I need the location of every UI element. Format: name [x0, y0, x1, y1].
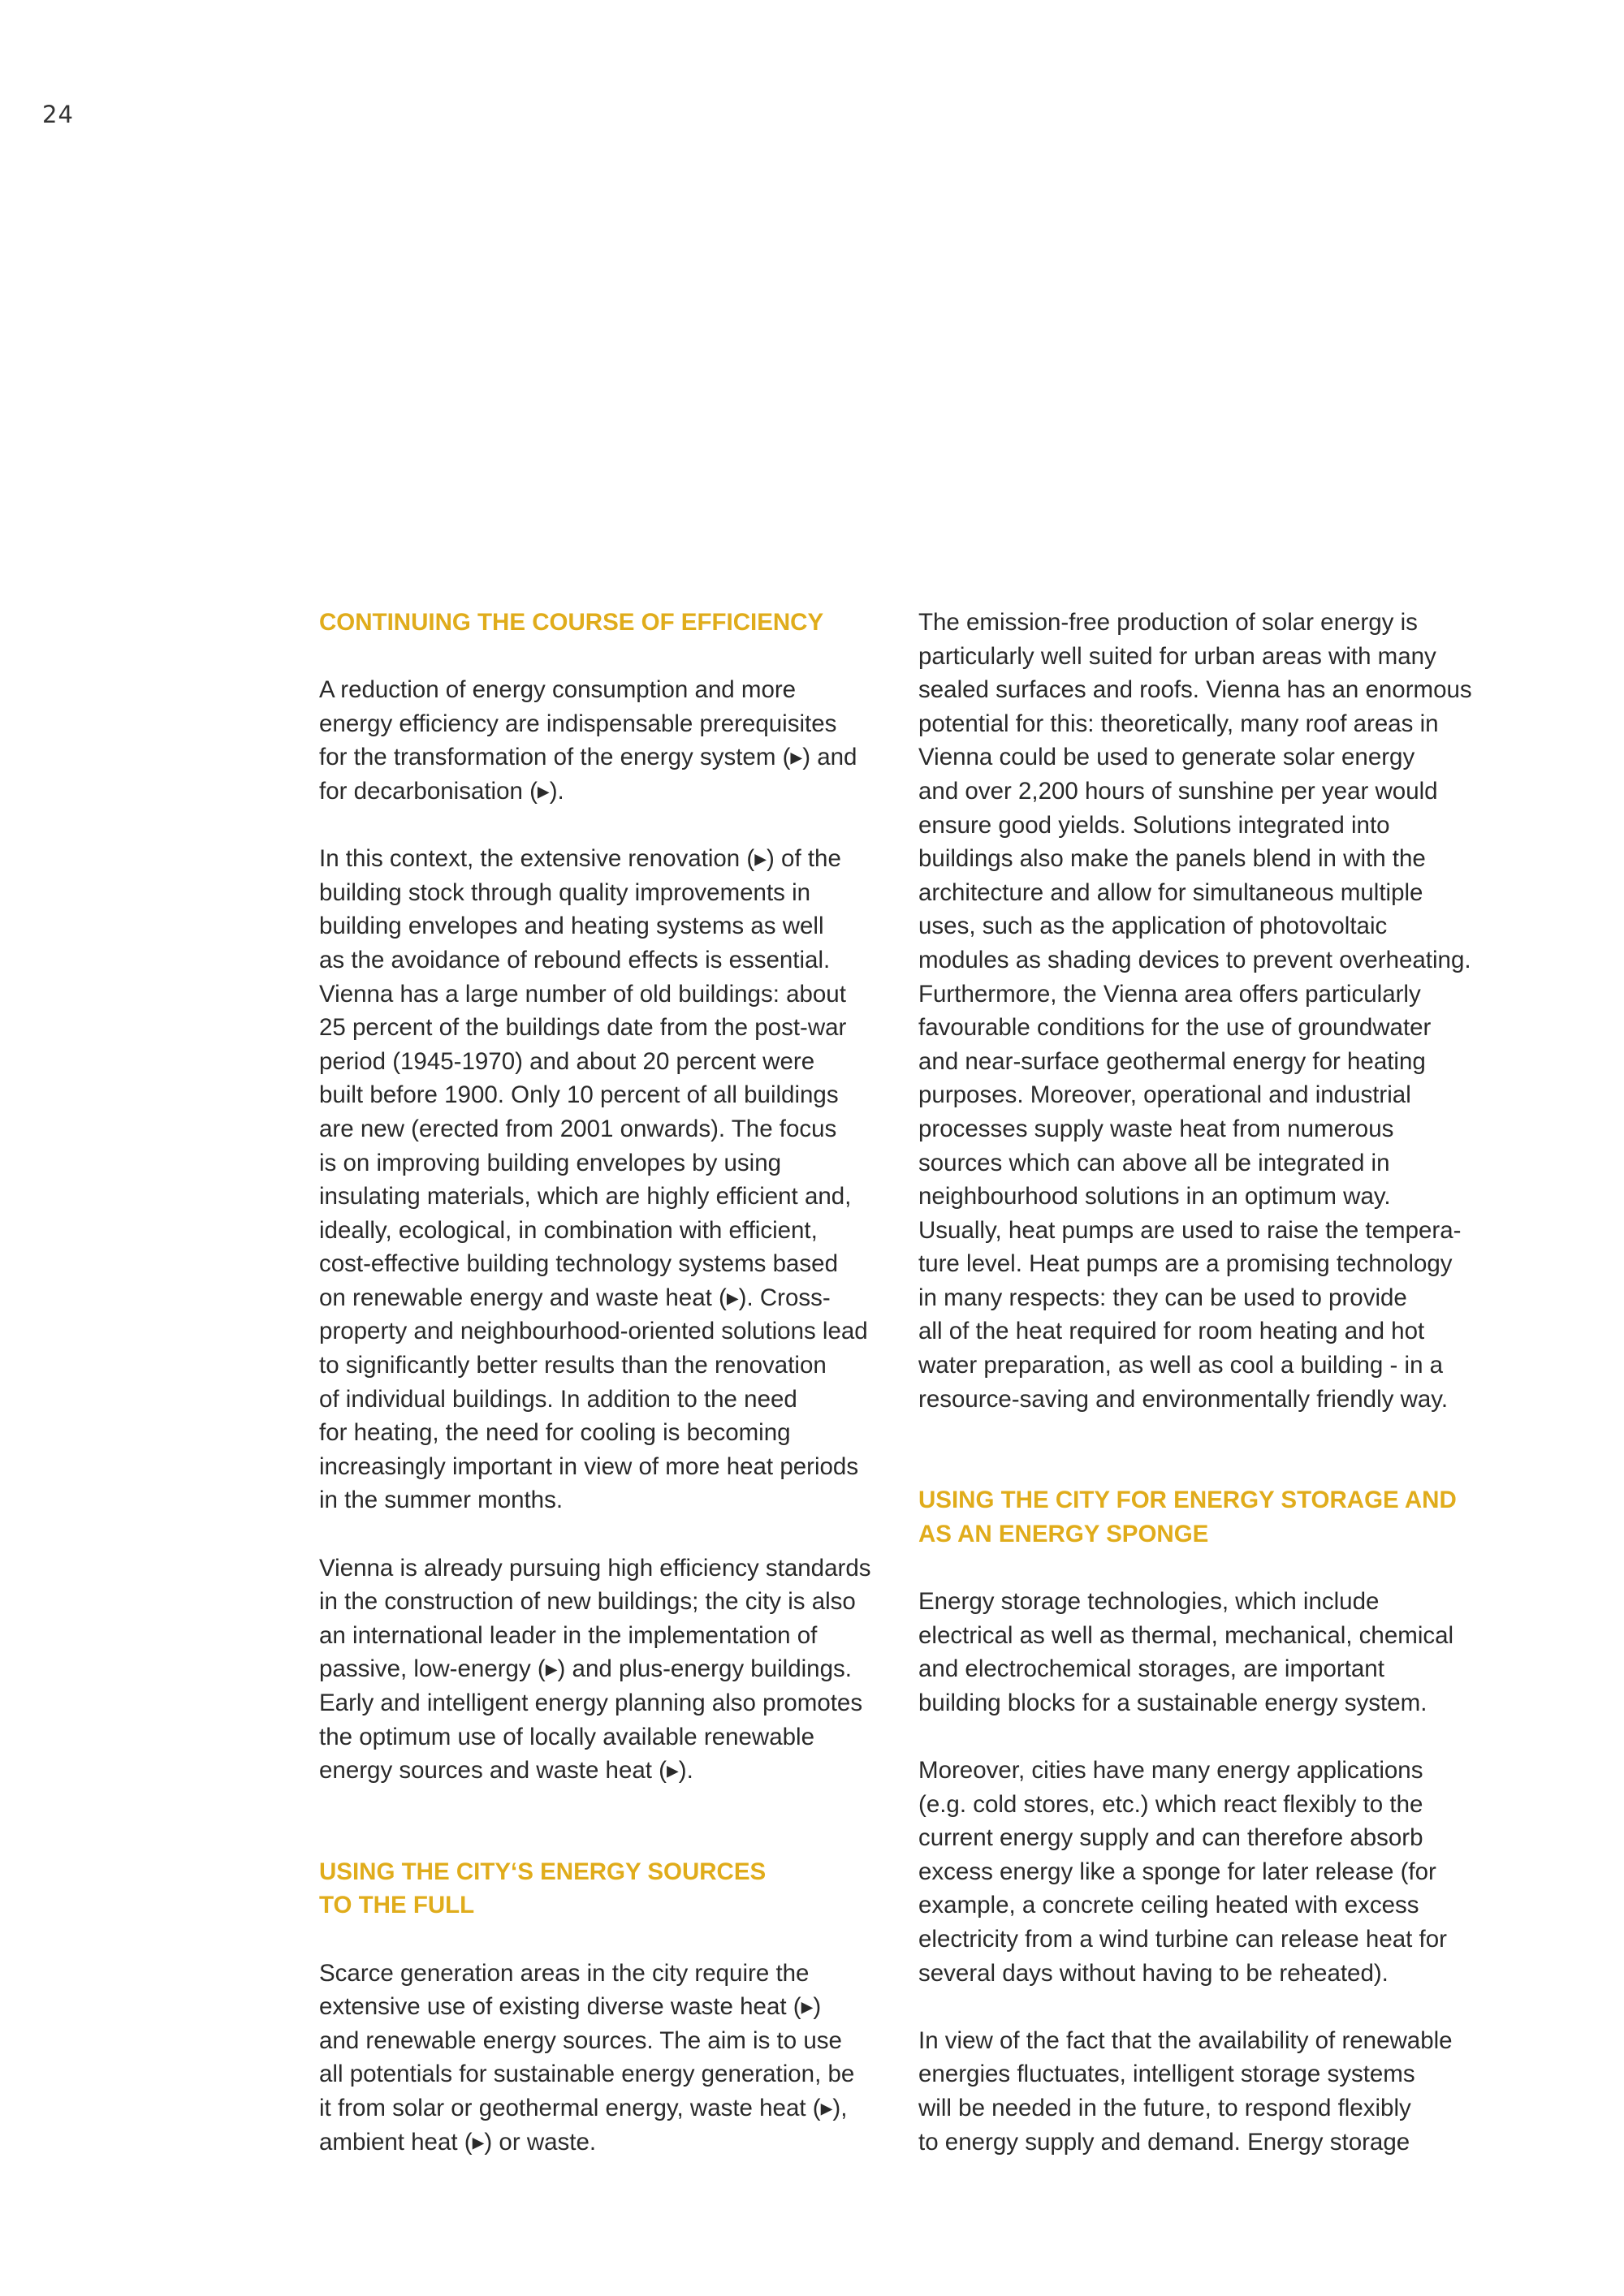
text-line: Early and intelligent energy planning also promotes — [319, 1690, 863, 1716]
paragraph-storage-technologies — [918, 1585, 1495, 1720]
heading-energy-storage — [918, 1483, 1495, 1551]
page-number: 24 — [42, 101, 74, 128]
text-line: Vienna has a large number of old buildings: about — [319, 980, 846, 1008]
text-line: and near-surface geothermal energy for heating — [918, 1047, 1426, 1075]
text-line: in the construction of new buildings; the city is also — [319, 1588, 856, 1616]
text-line: sealed surfaces and roofs. Vienna has an enormous — [918, 676, 1472, 704]
paragraph-energy-efficiency — [319, 673, 888, 808]
text-line: passive, low-energy (▸) and plus-energy buildings. — [319, 1655, 852, 1683]
text-line: building envelopes and heating systems as well — [319, 913, 824, 940]
text-line: will be needed in the future, to respond flexibly — [918, 2094, 1411, 2121]
text-line: ambient heat (▸) or waste. — [319, 2128, 597, 2156]
text-line: 25 percent of the buildings date from the post-war — [319, 1014, 847, 1042]
text-line: TO THE FULL — [319, 1892, 475, 1919]
text-line: all of the heat required for room heating and hot — [918, 1318, 1425, 1345]
text-line: Vienna could be used to generate solar energy — [918, 744, 1415, 771]
text-line: extensive use of existing diverse waste heat (▸) — [319, 1993, 822, 2021]
paragraph-renovation — [319, 842, 888, 1517]
text-line: cost-effective building technology systems based — [319, 1250, 838, 1278]
text-line: increasingly important in view of more heat periods — [319, 1452, 859, 1480]
text-line: electrical as well as thermal, mechanical, chemical — [918, 1621, 1454, 1649]
text-line: Furthermore, the Vienna area offers particularly — [918, 980, 1421, 1008]
text-line: of individual buildings. In addition to the need — [319, 1385, 797, 1413]
text-line: favourable conditions for the use of groundwater — [918, 1014, 1432, 1042]
paragraph-generation-areas — [319, 1957, 888, 2160]
right-column — [918, 606, 1495, 2159]
text-line: Moreover, cities have many energy applications — [918, 1757, 1423, 1784]
text-line: CONTINUING THE COURSE OF EFFICIENCY — [319, 609, 824, 636]
paragraph-efficiency-standards — [319, 1552, 888, 1788]
text-line: neighbourhood solutions in an optimum way. — [918, 1183, 1391, 1211]
text-line: example, a concrete ceiling heated with excess — [918, 1892, 1419, 1919]
text-line: several days without having to be reheated). — [918, 1959, 1389, 1987]
text-line: Energy storage technologies, which include — [918, 1588, 1380, 1616]
text-line: purposes. Moreover, operational and industrial — [918, 1081, 1411, 1109]
text-line: In this context, the extensive renovation (▸) of the — [319, 845, 841, 873]
text-line: AS AN ENERGY SPONGE — [918, 1520, 1209, 1547]
text-line: A reduction of energy consumption and more — [319, 676, 797, 704]
text-line: buildings also make the panels blend in with the — [918, 845, 1426, 873]
text-line: for heating, the need for cooling is becoming — [319, 1419, 791, 1447]
text-line: are new (erected from 2001 onwards). The focus — [319, 1115, 837, 1142]
text-line: building stock through quality improvements in — [319, 878, 811, 906]
text-line: processes supply waste heat from numerous — [918, 1115, 1394, 1142]
text-line: potential for this: theoretically, many roof areas in — [918, 710, 1439, 737]
text-line: The emission-free production of solar energy is — [918, 609, 1418, 636]
text-line: Usually, heat pumps are used to raise the tempera- — [918, 1216, 1462, 1244]
text-line: built before 1900. Only 10 percent of all buildings — [319, 1081, 839, 1109]
text-line: on renewable energy and waste heat (▸). Cross- — [319, 1284, 831, 1311]
text-line: USING THE CITY‘S ENERGY SOURCES — [319, 1858, 767, 1885]
text-line: energy sources and waste heat (▸). — [319, 1757, 693, 1785]
text-line: Scarce generation areas in the city require the — [319, 1959, 810, 1987]
text-line: Vienna is already pursuing high efficiency standards — [319, 1554, 871, 1582]
text-line: energies fluctuates, intelligent storage systems — [918, 2061, 1415, 2088]
text-line: to significantly better results than the renovation — [319, 1352, 827, 1379]
text-line: property and neighbourhood-oriented solutions lead — [319, 1318, 868, 1345]
text-line: architecture and allow for simultaneous multiple — [918, 878, 1423, 906]
text-line: energy efficiency are indispensable prerequisites — [319, 710, 837, 737]
paragraph-intelligent-storage — [918, 2024, 1495, 2159]
text-line: ideally, ecological, in combination with efficient, — [319, 1216, 818, 1244]
text-line: an international leader in the implementation of — [319, 1621, 818, 1649]
text-line: building blocks for a sustainable energy system. — [918, 1689, 1427, 1716]
text-line: particularly well suited for urban areas with many — [918, 642, 1436, 670]
text-line: to energy supply and demand. Energy storage — [918, 2128, 1410, 2156]
text-line: as the avoidance of rebound effects is essential. — [319, 946, 831, 973]
text-line: insulating materials, which are highly efficient and, — [319, 1183, 852, 1211]
heading-energy-sources — [319, 1855, 888, 1923]
text-line: for decarbonisation (▸). — [319, 777, 564, 805]
text-line: (e.g. cold stores, etc.) which react flexibly to the — [918, 1790, 1423, 1818]
text-line: and over 2,200 hours of sunshine per year would — [918, 777, 1438, 805]
text-line: for the transformation of the energy system (▸) and — [319, 744, 857, 771]
text-line: USING THE CITY FOR ENERGY STORAGE AND — [918, 1487, 1457, 1514]
text-line: In view of the fact that the availability of renewable — [918, 2026, 1453, 2054]
text-line: in many respects: they can be used to provide — [918, 1284, 1407, 1311]
text-line: excess energy like a sponge for later release (for — [918, 1858, 1436, 1885]
text-line: period (1945-1970) and about 20 percent were — [319, 1047, 815, 1075]
paragraph-energy-sponge — [918, 1754, 1495, 1990]
heading-continuing-efficiency — [319, 606, 888, 640]
text-line: ture level. Heat pumps are a promising technology — [918, 1250, 1453, 1278]
left-column — [319, 606, 888, 2159]
text-line: the optimum use of locally available renewable — [319, 1723, 815, 1750]
text-line: in the summer months. — [319, 1487, 564, 1514]
text-line: current energy supply and can therefore absorb — [918, 1824, 1423, 1852]
text-line: and electrochemical storages, are important — [918, 1655, 1384, 1683]
text-line: is on improving building envelopes by using — [319, 1149, 782, 1176]
text-line: it from solar or geothermal energy, waste heat (▸), — [319, 2094, 848, 2121]
text-line: modules as shading devices to prevent overheating. — [918, 946, 1471, 973]
text-line: ensure good yields. Solutions integrated into — [918, 811, 1390, 839]
text-line: uses, such as the application of photovoltaic — [918, 913, 1388, 940]
text-line: all potentials for sustainable energy generation, be — [319, 2061, 855, 2088]
text-line: sources which can above all be integrated in — [918, 1149, 1390, 1176]
text-line: resource-saving and environmentally friendly way. — [918, 1385, 1449, 1413]
text-line: electricity from a wind turbine can release heat for — [918, 1925, 1447, 1953]
text-line: water preparation, as well as cool a building - in a — [918, 1352, 1444, 1379]
paragraph-solar-energy — [918, 606, 1495, 1416]
text-line: and renewable energy sources. The aim is to use — [319, 2026, 842, 2054]
